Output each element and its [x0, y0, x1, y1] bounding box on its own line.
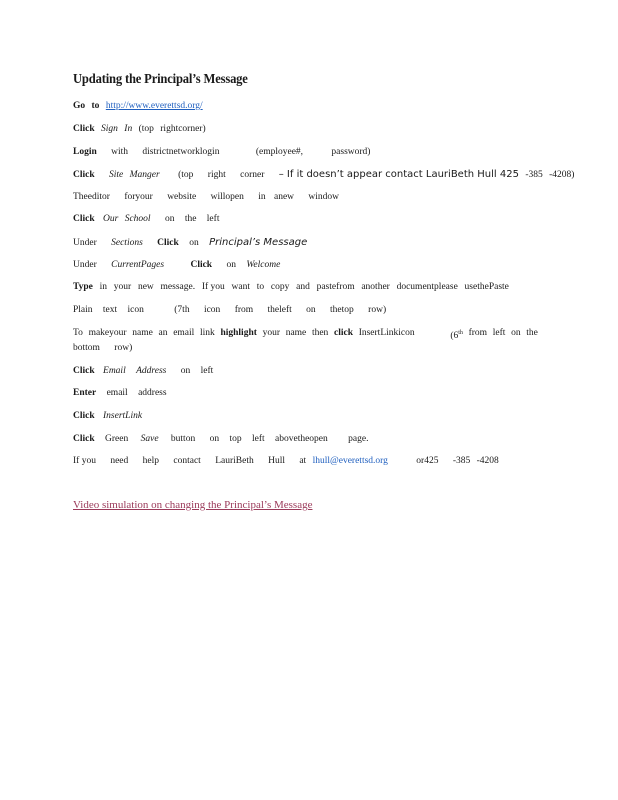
step-sections [73, 236, 311, 250]
word: another [361, 282, 390, 292]
word: in [99, 282, 108, 292]
word: Save [140, 434, 159, 444]
word: LauriBeth [215, 456, 254, 466]
word: foryour [124, 192, 153, 202]
word: School [124, 214, 151, 224]
word: InsertLinkicon [358, 328, 415, 338]
word: Click [73, 124, 95, 134]
word: -4208 [476, 456, 499, 466]
word: at [299, 456, 307, 466]
word: on [226, 260, 236, 270]
step-plain-text-icon [73, 304, 390, 317]
word: anew [273, 192, 295, 202]
word: address [138, 388, 167, 398]
step-goto [73, 100, 229, 113]
word: your [262, 328, 280, 338]
word: to [256, 282, 265, 292]
word: -385 [452, 456, 471, 466]
word: If you [201, 282, 225, 292]
step-our-school [73, 213, 223, 226]
word: text [102, 305, 118, 315]
word: help [142, 456, 159, 466]
word: Under [73, 238, 97, 248]
word: copy [270, 282, 290, 292]
word: Click [190, 260, 213, 270]
word: then [311, 328, 329, 338]
word: In [124, 124, 133, 134]
contact-note: – If it doesn’t appear contact LauriBeth Hull 425 [278, 169, 519, 180]
word: Welcome [246, 260, 281, 270]
word: password) [331, 147, 371, 157]
word: left [492, 328, 506, 338]
word: the [526, 328, 538, 338]
word: on [189, 238, 199, 248]
word: theleft [267, 305, 292, 315]
word: Sign [101, 124, 118, 134]
step-make-email-link-cont [73, 342, 136, 355]
step-help-contact [73, 455, 503, 468]
word: Enter [73, 388, 97, 398]
word: link [199, 328, 215, 338]
word: on [306, 305, 316, 315]
word: right [207, 170, 226, 180]
word: email [106, 388, 128, 398]
step-email-address [73, 365, 217, 378]
word: Site [109, 170, 124, 180]
word: on [164, 214, 175, 224]
word: top [229, 434, 242, 444]
word: If you [73, 456, 96, 466]
word: -385 [525, 170, 543, 180]
word: -4208) [549, 170, 575, 180]
word: icon [203, 305, 221, 315]
word: thetop [330, 305, 354, 315]
word: need [110, 456, 129, 466]
word: corner [240, 170, 265, 180]
word: Go [73, 101, 86, 111]
word: Principal’s Message [209, 237, 308, 248]
word: on [209, 434, 220, 444]
step-current-pages [73, 259, 284, 272]
word: name [285, 328, 307, 338]
word: (6 [450, 331, 459, 342]
step-save [73, 433, 372, 446]
word: an [158, 328, 168, 338]
word: CurrentPages [111, 260, 165, 270]
word: message. [160, 282, 196, 292]
word: Green [105, 434, 129, 444]
word: (top [178, 170, 194, 180]
contact-email-link[interactable]: lhull@everettsd.org [312, 456, 388, 466]
word: to [91, 101, 100, 111]
step-enter-email [73, 387, 171, 400]
word: and [296, 282, 310, 292]
word: from [234, 305, 254, 315]
page-title: Updating the Principal’s Message [73, 72, 248, 87]
word: website [167, 192, 197, 202]
word: Click [73, 434, 95, 444]
step-site-manager [73, 168, 578, 182]
word: InsertLink [103, 411, 143, 421]
word: pastefrom [316, 282, 355, 292]
word: Click [73, 366, 95, 376]
step-login [73, 146, 374, 159]
district-url-link[interactable]: http://www.everettsd.org/ [105, 101, 203, 111]
word: row) [114, 343, 133, 353]
word: To [73, 328, 83, 338]
word: Theeditor [73, 192, 110, 202]
word: bottom [73, 343, 100, 353]
word: (7th [174, 305, 190, 315]
word: new [137, 282, 154, 292]
step-type-message [73, 281, 513, 294]
word: makeyour [88, 328, 127, 338]
word: (top [138, 124, 154, 134]
word: Plain [73, 305, 93, 315]
word: click [334, 328, 353, 338]
word: on [180, 366, 191, 376]
word: Type [73, 282, 93, 292]
word: icon [127, 305, 144, 315]
word: abovetheopen [275, 434, 328, 444]
step-insert-link [73, 410, 146, 423]
word: with [111, 147, 129, 157]
word: your [113, 282, 132, 292]
word: Click [73, 411, 95, 421]
word: email [173, 328, 195, 338]
word: contact [173, 456, 201, 466]
word: on [511, 328, 521, 338]
word: the [184, 214, 197, 224]
word: or425 [416, 456, 439, 466]
word: row) [368, 305, 387, 315]
word: districtnetworklogin [142, 147, 220, 157]
word: Click [157, 238, 179, 248]
word: Email [103, 366, 126, 376]
word: rightcorner) [160, 124, 206, 134]
word: documentplease [396, 282, 458, 292]
word: Our [103, 214, 119, 224]
word: willopen [210, 192, 244, 202]
word: (employee#, [255, 147, 304, 157]
word: Hull [268, 456, 285, 466]
word: left [206, 214, 220, 224]
word: Login [73, 147, 97, 157]
word: page. [348, 434, 369, 444]
step-editor [73, 191, 343, 204]
word: Address [136, 366, 167, 376]
word: left [251, 434, 265, 444]
word: window [308, 192, 340, 202]
word: Sections [111, 238, 143, 248]
video-simulation-link[interactable]: Video simulation on changing the Principal’s Message [73, 499, 313, 511]
word: Under [73, 260, 97, 270]
word: Click [73, 214, 95, 224]
word: highlight [220, 328, 257, 338]
word: from [468, 328, 488, 338]
word: usethePaste [464, 282, 509, 292]
word: in [258, 192, 266, 202]
ordinal-suffix: th [458, 330, 463, 336]
word [450, 327, 463, 343]
word: name [132, 328, 153, 338]
word: want [231, 282, 251, 292]
word: Manger [129, 170, 160, 180]
step-make-email-link [73, 327, 538, 343]
word: button [170, 434, 196, 444]
word: left [200, 366, 214, 376]
step-sign-in [73, 123, 210, 136]
word: Click [73, 170, 95, 180]
